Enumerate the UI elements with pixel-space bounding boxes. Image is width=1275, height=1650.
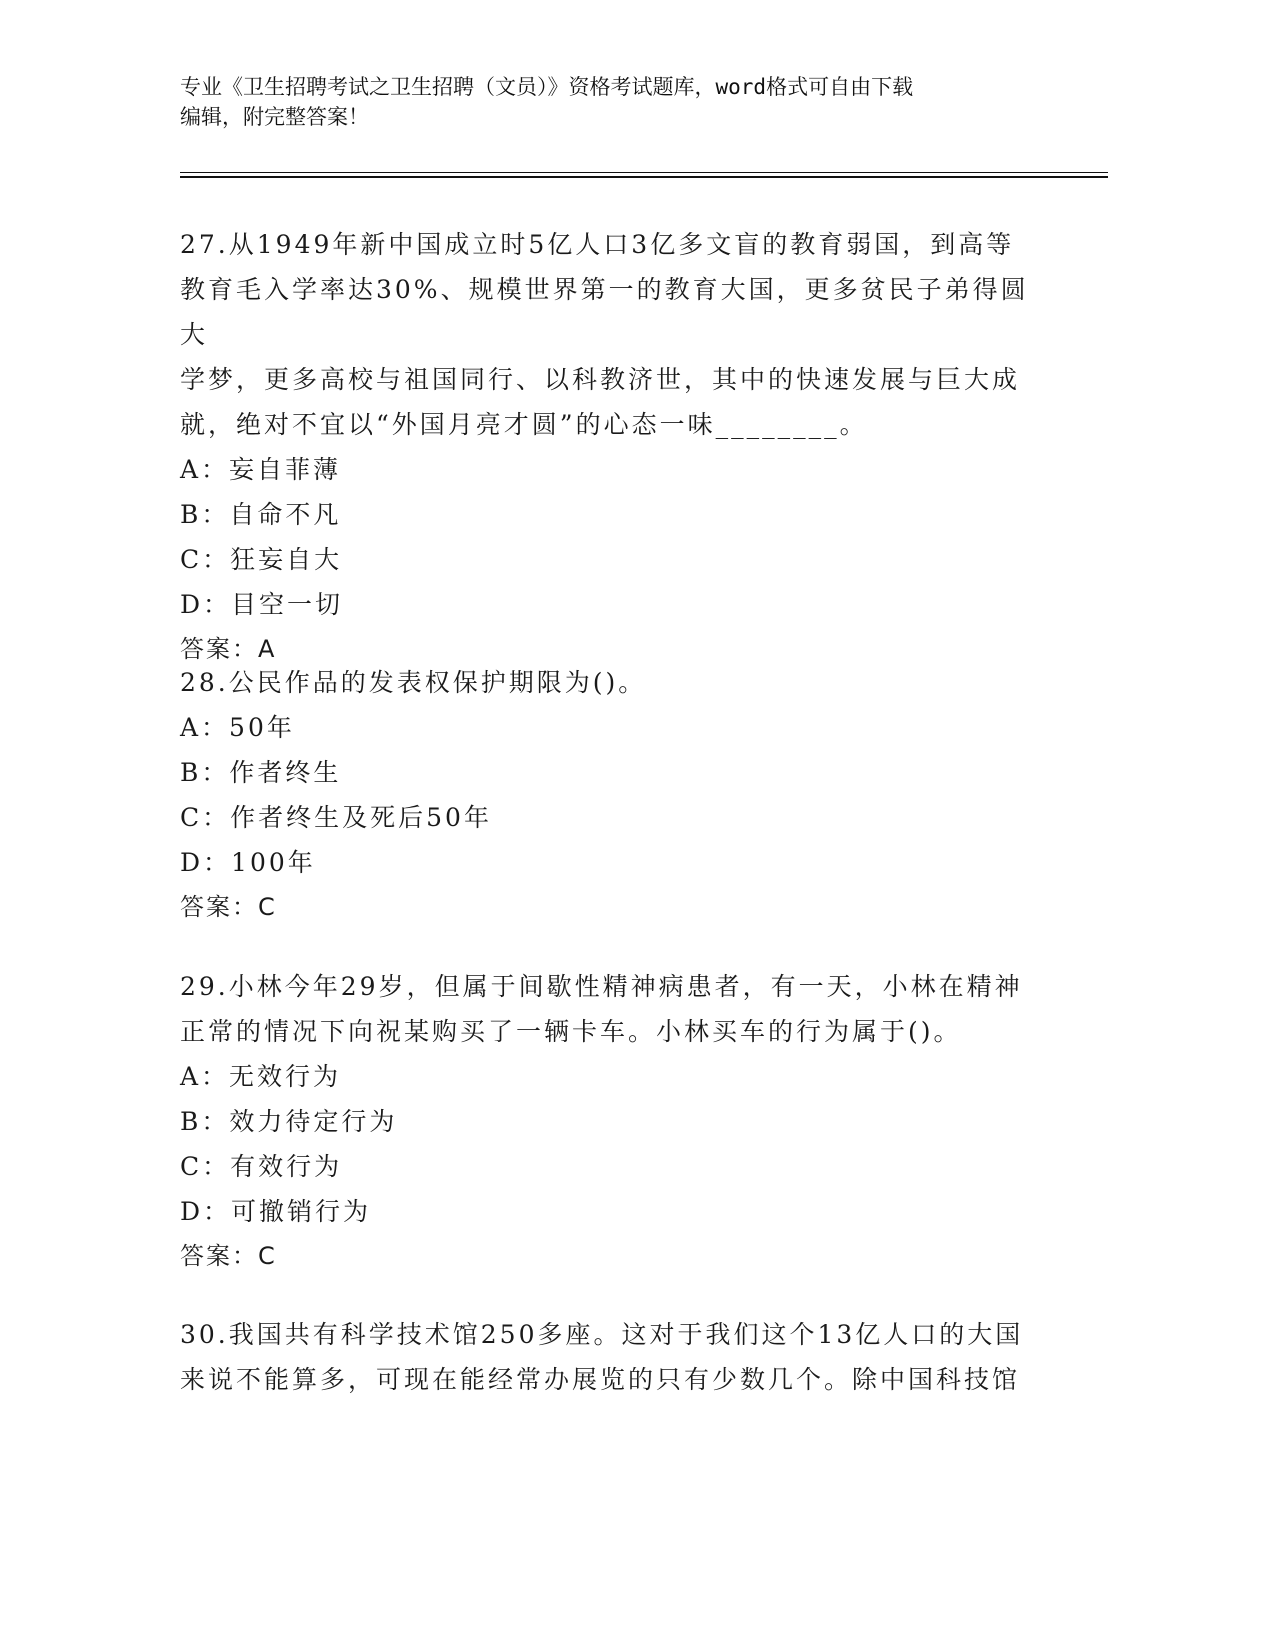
question-30 <box>180 1312 1040 1402</box>
option-d: D：可撤销行为 <box>180 1197 372 1226</box>
option-c: C：狂妄自大 <box>180 545 343 574</box>
option-a: A：无效行为 <box>180 1062 342 1091</box>
header-line-2: 编辑，附完整答案！ <box>180 105 369 129</box>
question-stem-line: 30.我国共有科学技术馆250多座。这对于我们这个13亿人口的大国 <box>180 1320 1024 1349</box>
document-header <box>180 72 1080 132</box>
option-b: B：自命不凡 <box>180 500 342 529</box>
option-b: B：效力待定行为 <box>180 1107 398 1136</box>
header-divider-thick <box>180 176 1108 178</box>
question-stem-line: 27.从1949年新中国成立时5亿人口3亿多文盲的教育弱国，到高等 <box>180 230 1015 259</box>
question-27 <box>180 222 1040 672</box>
question-stem-line: 正常的情况下向祝某购买了一辆卡车。小林买车的行为属于()。 <box>180 1017 962 1046</box>
answer-line: 答案：C <box>180 893 277 921</box>
answer-line: 答案：C <box>180 1242 277 1270</box>
header-divider-thin <box>180 172 1108 173</box>
option-a: A：妄自菲薄 <box>180 455 342 484</box>
answer-line: 答案：A <box>180 635 277 663</box>
question-stem-line: 学梦，更多高校与祖国同行、以科教济世，其中的快速发展与巨大成 <box>180 365 1021 394</box>
question-stem-line: 来说不能算多，可现在能经常办展览的只有少数几个。除中国科技馆 <box>180 1365 1021 1394</box>
question-stem-line: 就，绝对不宜以“外国月亮才圆”的心态一味________。 <box>180 410 868 439</box>
option-b: B：作者终生 <box>180 758 342 787</box>
option-d: D：100年 <box>180 848 316 877</box>
question-28 <box>180 660 1040 930</box>
option-c: C：有效行为 <box>180 1152 343 1181</box>
question-stem-line: 教育毛入学率达30%、规模世界第一的教育大国，更多贫民子弟得圆大 <box>180 275 1029 349</box>
option-c: C：作者终生及死后50年 <box>180 803 492 832</box>
option-a: A：50年 <box>180 713 295 742</box>
header-line-1: 专业《卫生招聘考试之卫生招聘（文员）》资格考试题库，word格式可自由下载 <box>180 75 914 99</box>
option-d: D：目空一切 <box>180 590 344 619</box>
question-stem-line: 28.公民作品的发表权保护期限为()。 <box>180 668 647 697</box>
question-stem-line: 29.小林今年29岁，但属于间歇性精神病患者，有一天，小林在精神 <box>180 972 1023 1001</box>
question-29 <box>180 964 1040 1279</box>
